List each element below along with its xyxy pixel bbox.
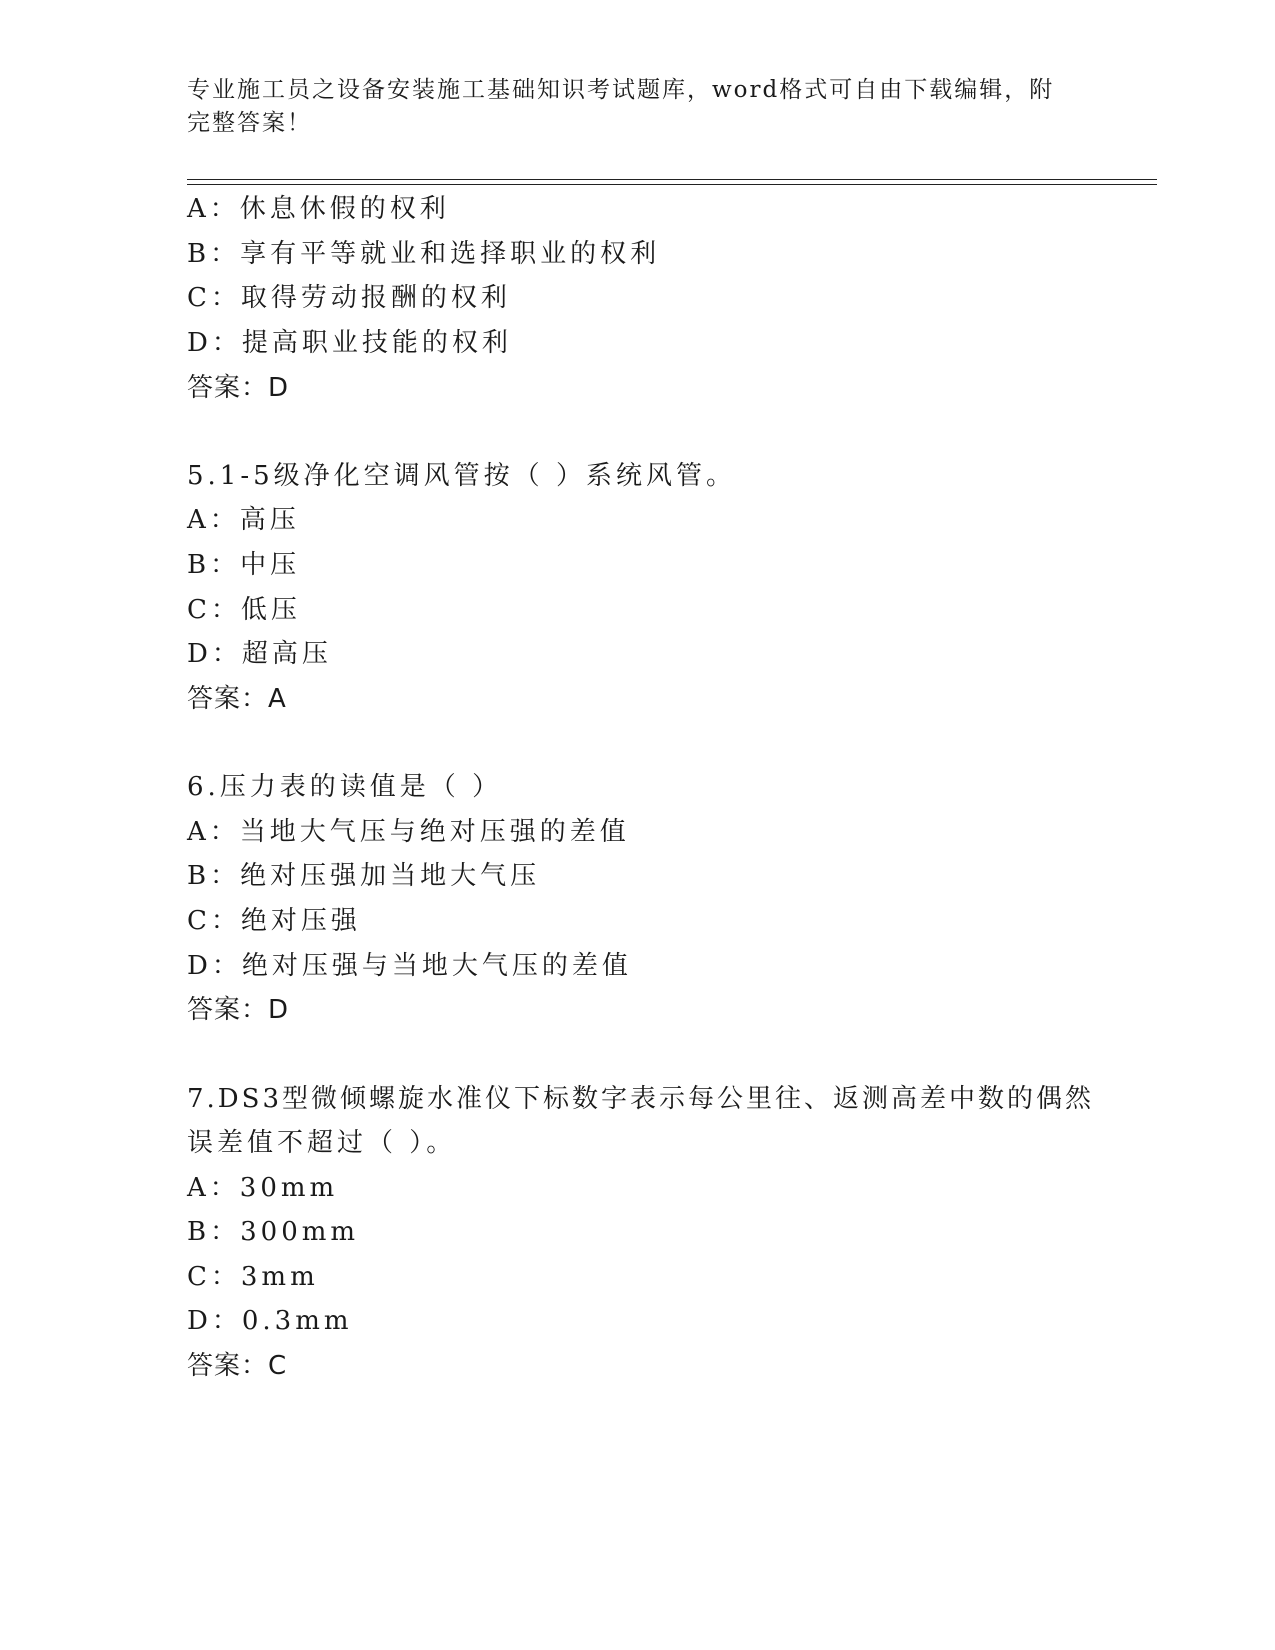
q5-option-d: D：超高压 [187,639,332,669]
q5-answer: 答案：A [187,684,287,714]
q7-option-b: B：300mm [187,1217,360,1247]
q7-question-line-1: 7.DS3型微倾螺旋水准仪下标数字表示每公里往、返测高差中数的偶然 [187,1084,1095,1114]
q5-option-c: C：低压 [187,595,301,625]
q7-option-c: C：3mm [187,1262,319,1292]
q4-option-c: C：取得劳动报酬的权利 [187,283,511,313]
document-header: 专业施工员之设备安装施工基础知识考试题库，word格式可自由下载编辑，附完整答案！ [187,77,1055,136]
q6-option-b: B：绝对压强加当地大气压 [187,861,541,891]
q7-question-line-2: 误差值不超过（ ）。 [187,1128,457,1158]
q6-option-d: D：绝对压强与当地大气压的差值 [187,951,632,981]
q6-option-c: C：绝对压强 [187,906,361,936]
q6-answer: 答案：D [187,995,290,1025]
q5-question: 5.1-5级净化空调风管按（ ）系统风管。 [187,461,736,491]
q4-answer: 答案：D [187,373,290,403]
q7-answer: 答案：C [187,1351,288,1381]
q4-option-a: A：休息休假的权利 [187,194,450,224]
q5-option-a: A：高压 [187,505,300,535]
q7-option-a: A：30mm [187,1173,339,1203]
q5-option-b: B：中压 [187,550,301,580]
q4-option-d: D：提高职业技能的权利 [187,328,512,358]
header-divider-top [187,179,1157,180]
q6-option-a: A：当地大气压与绝对压强的差值 [187,817,630,847]
q6-question: 6.压力表的读值是（ ） [187,772,503,802]
q7-option-d: D：0.3mm [187,1306,353,1336]
q4-option-b: B：享有平等就业和选择职业的权利 [187,239,661,269]
header-divider-bottom [187,184,1157,185]
